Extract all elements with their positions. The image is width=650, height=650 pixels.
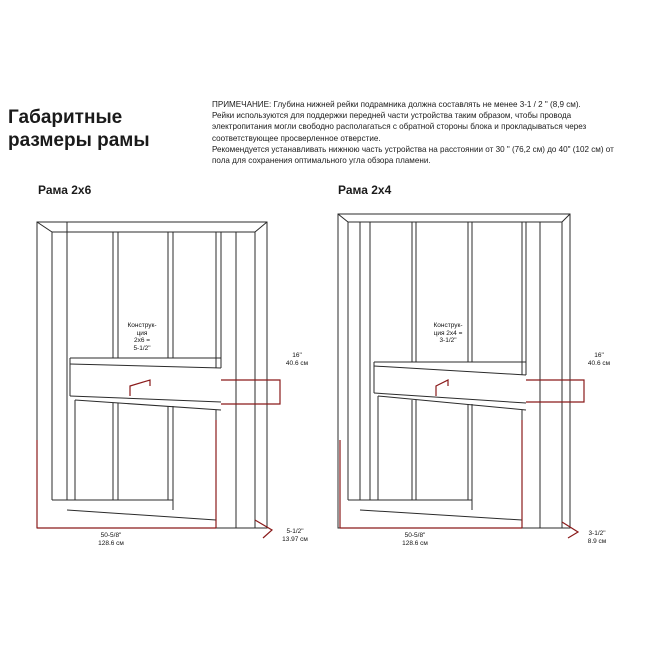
construction-label-2x4 <box>424 322 472 345</box>
frame-2x4-title: Рама 2x4 <box>338 183 392 197</box>
width-2x6-cm: 128.6 см <box>98 539 124 547</box>
construction-2x4-line-2: ция 2x4 = <box>433 329 463 337</box>
depth-2x4-cm: 8.9 см <box>587 537 607 545</box>
height-dimension-2x4 <box>526 380 584 402</box>
frame-2x6-outer <box>37 222 267 528</box>
construction-2x4-line-1: Конструк- <box>433 322 463 329</box>
depth-dimension-2x6 <box>255 520 272 538</box>
frame-2x6-dimensions <box>37 380 280 538</box>
width-2x6-in: 50-5/8" <box>100 532 122 539</box>
depth-2x6-in: 5-1/2" <box>286 528 304 535</box>
depth-label-2x4 <box>580 530 614 545</box>
note-line-1: ПРИМЕЧАНИЕ: Глубина нижней рейки подрамника должна составлять не менее 3-1 / 2 " (8,9 см). <box>212 100 581 109</box>
height-2x4-in: 16" <box>594 352 604 359</box>
width-label-2x4 <box>390 532 440 547</box>
height-dimension-2x6 <box>221 380 280 404</box>
frame-2x6-drawing <box>37 222 267 528</box>
construction-label-2x6 <box>120 322 164 352</box>
construction-2x4-line-3: 3-1/2" <box>439 337 457 344</box>
width-2x4-cm: 128.6 см <box>402 539 428 547</box>
construction-marker-2x6 <box>130 380 150 396</box>
width-2x4-in: 50-5/8" <box>404 532 426 539</box>
height-label-2x6 <box>280 352 314 367</box>
construction-2x6-line-4: 5-1/2" <box>133 344 151 352</box>
construction-marker-2x4 <box>436 380 448 396</box>
construction-2x6-line-3: 2x6 = <box>133 337 151 344</box>
depth-2x4-in: 3-1/2" <box>588 530 606 537</box>
note-line-2: Рейки используются для поддержки передней части устройства таким образом, чтобы провода электропитания могли свободно располагаться с обратной стороны блока и прокладываться через соответствующее просверленное отверстие. <box>212 111 587 143</box>
note-line-3: Рекомендуется устанавливать нижнюю часть устройства на расстоянии от 30 " (76,2 см) до 40" (102 см) от пола для сохранения оптимального угла обзора пламени. <box>212 144 614 166</box>
frame-2x6-title: Рама 2x6 <box>38 183 92 197</box>
height-label-2x4 <box>582 352 616 367</box>
depth-2x6-cm: 13.97 см <box>282 535 308 543</box>
title-line-1: Габаритные <box>8 107 123 128</box>
frame-2x4-drawing <box>338 214 570 528</box>
depth-label-2x6 <box>274 528 316 543</box>
width-label-2x6 <box>86 532 136 547</box>
height-2x6-cm: 40.6 см <box>285 359 309 367</box>
construction-2x6-line-1: Конструк- <box>127 322 157 329</box>
height-2x4-cm: 40.6 см <box>587 359 611 367</box>
height-2x6-in: 16" <box>292 352 302 359</box>
construction-2x6-line-2: ция <box>136 329 148 337</box>
title-line-2: размеры рамы <box>8 130 150 151</box>
